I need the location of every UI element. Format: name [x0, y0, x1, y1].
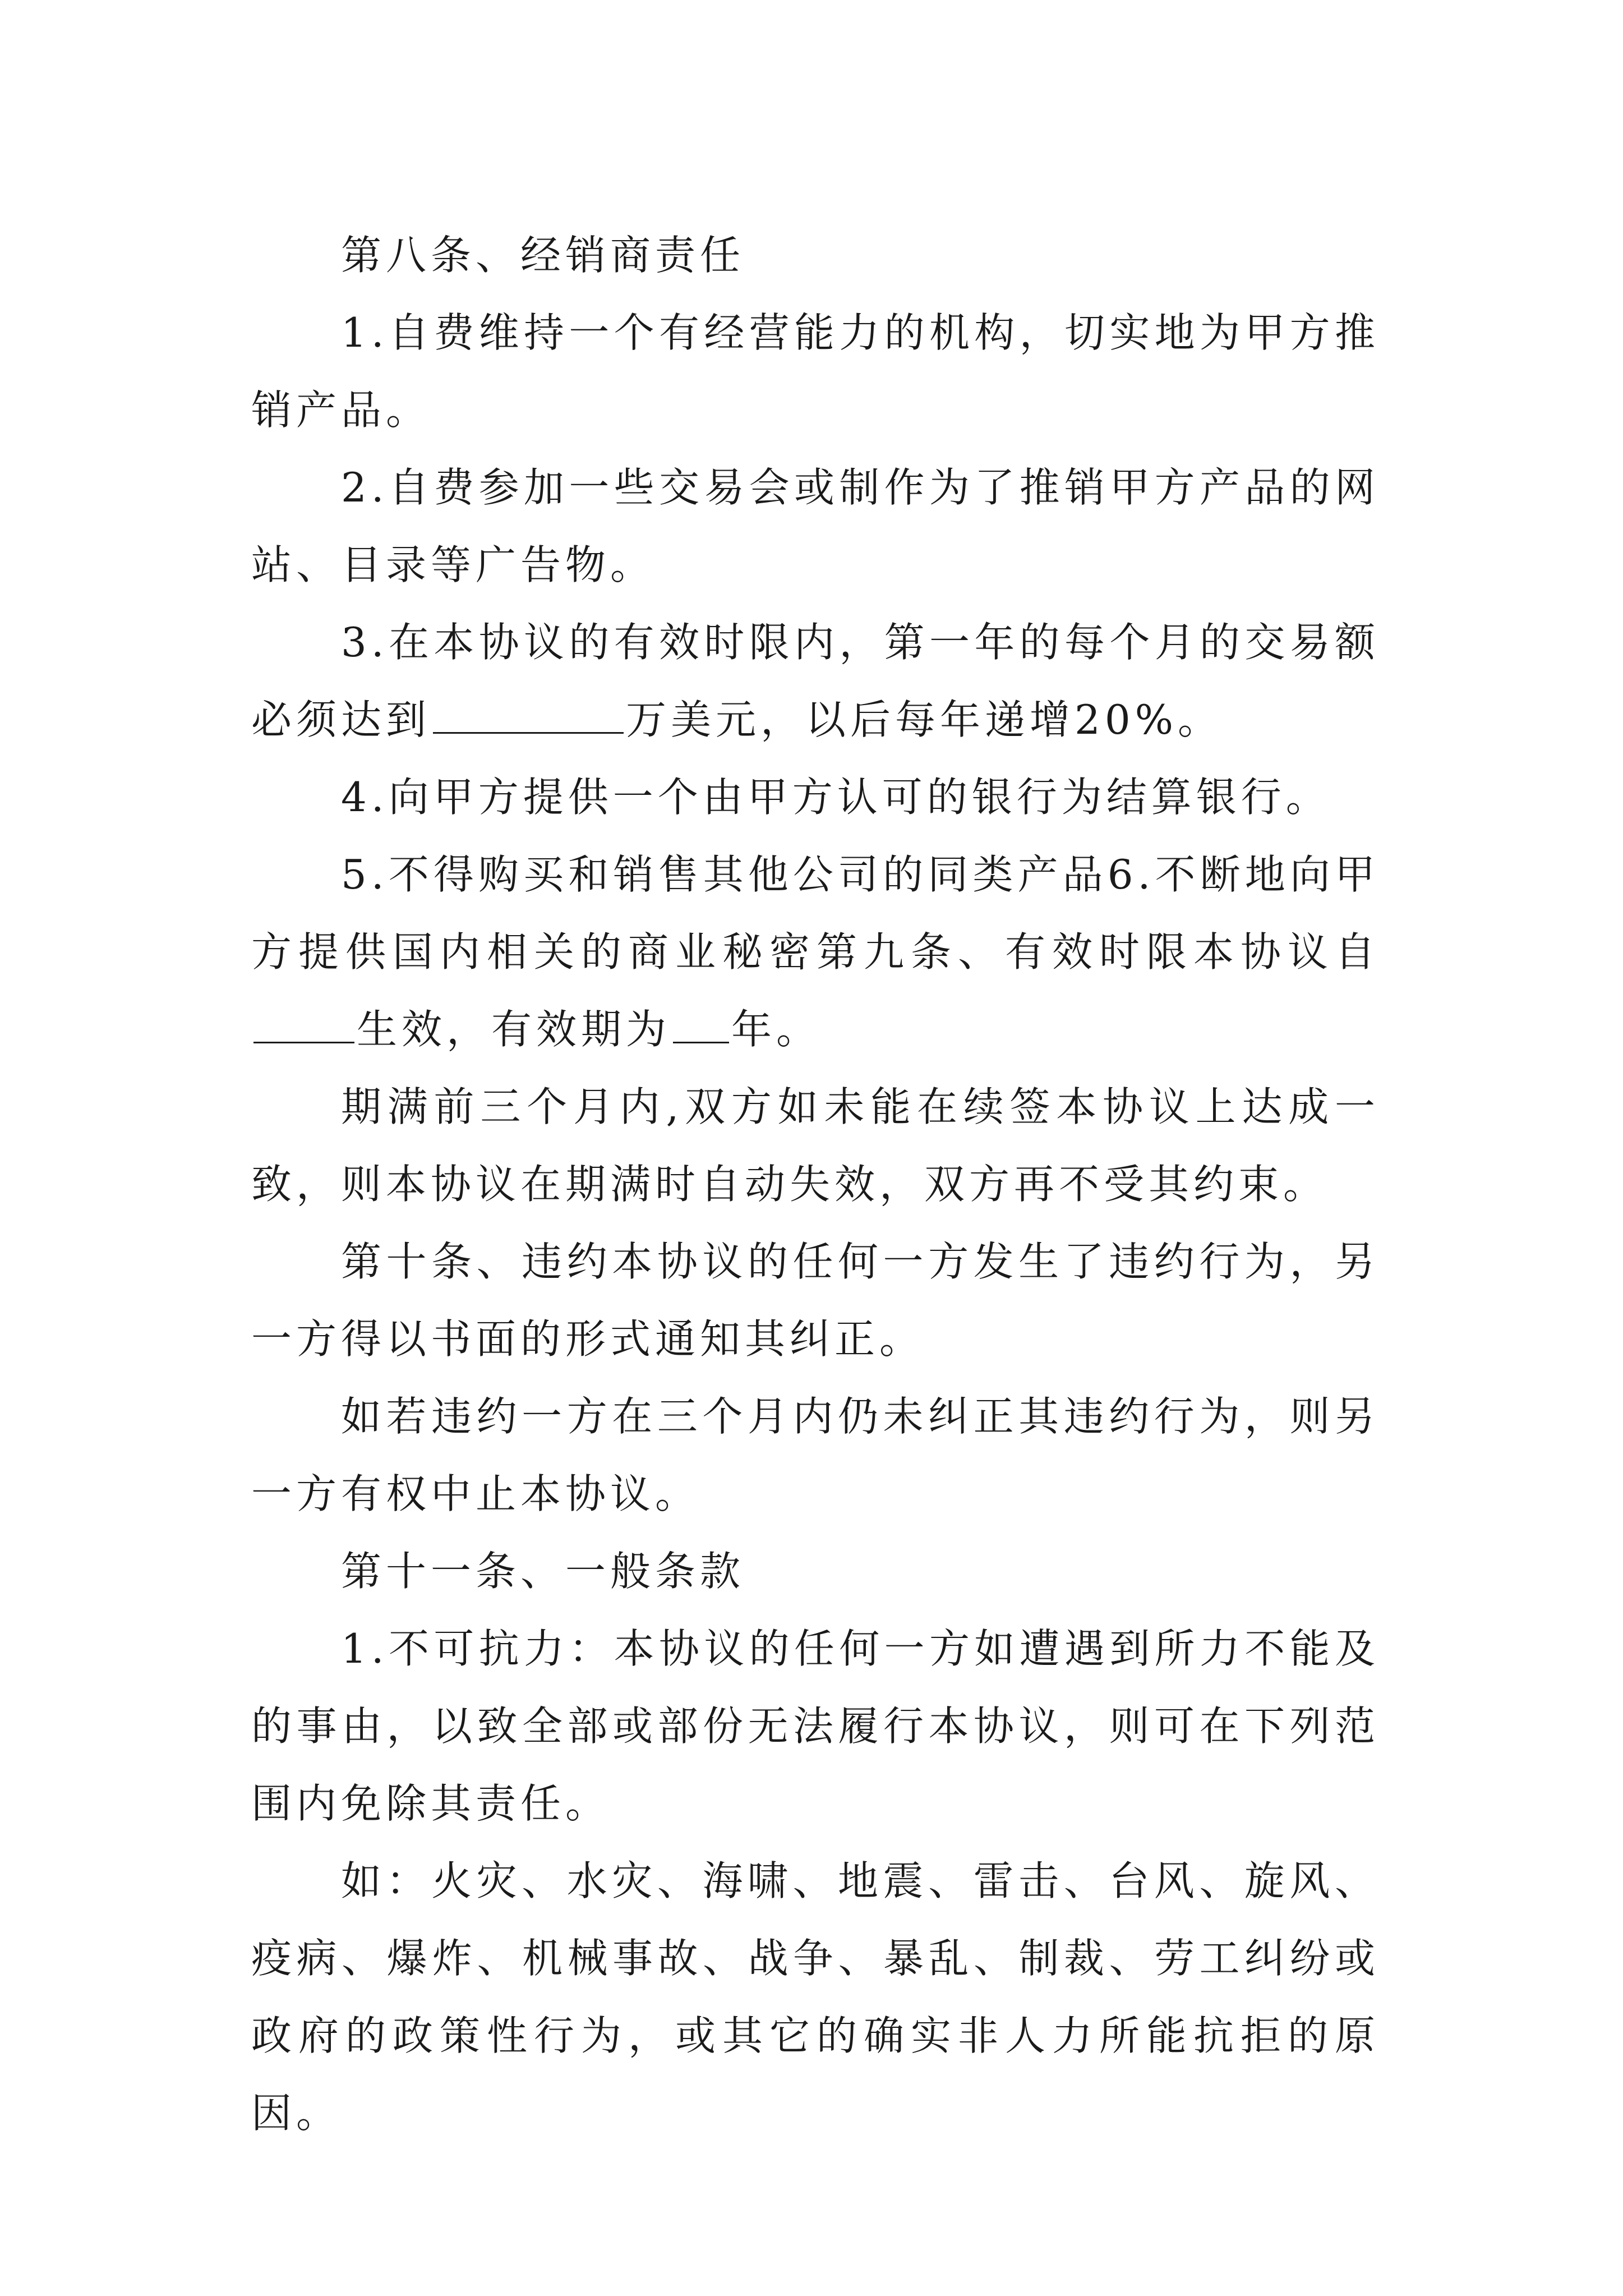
effective-date-blank: [253, 1007, 354, 1043]
article-8-item-4: 4.向甲方提供一个由甲方认可的银行为结算银行。: [341, 774, 1331, 821]
article-8-item-5-text-b: 生效，有效期为: [357, 1006, 671, 1053]
article-8-item-5: [251, 836, 1380, 1068]
article-8-item-5-text-c: 年。: [731, 1006, 822, 1053]
article-8-item-3: [251, 604, 1380, 758]
article-8-item-1: 1.自费维持一个有经营能力的机构，切实地为甲方推销产品。: [251, 309, 1380, 434]
article-9-renewal: 期满前三个月内,双方如未能在续签本协议上达成一致，则本协议在期满时自动失效，双方再不受其约束。: [251, 1083, 1380, 1208]
article-10-breach: 第十条、违约本协议的任何一方发生了违约行为，另一方得以书面的形式通知其纠正。: [251, 1238, 1380, 1363]
document-page: [251, 217, 1380, 2152]
article-8-item-5-text-a: 5.不得购买和销售其他公司的同类产品6.不断地向甲方提供国内相关的商业秘密第九条、有效时限本协议自: [251, 851, 1380, 976]
article-8-item-3-text-b: 万美元，以后每年递增20%。: [626, 696, 1223, 743]
article-11-examples: 如：火灾、水灾、海啸、地震、雷击、台风、旋风、疫病、爆炸、机械事故、战争、暴乱、制裁、劳工纠纷或政府的政策性行为，或其它的确实非人力所能抗拒的原因。: [251, 1857, 1380, 2137]
article-11-title: 第十一条、一般条款: [341, 1548, 745, 1595]
article-8-item-2: 2.自费参加一些交易会或制作为了推销甲方产品的网站、目录等广告物。: [251, 464, 1380, 588]
article-11-item-1: 1.不可抗力：本协议的任何一方如遭遇到所力不能及的事由，以致全部或部份无法履行本协议，则可在下列范围内免除其责任。: [251, 1625, 1380, 1827]
amount-blank: [433, 697, 624, 734]
article-8-item-3-text-a: 3.在本协议的有效时限内，第一年的每个月的交易额必须达到: [251, 619, 1380, 743]
article-10-termination: 如若违约一方在三个月内仍未纠正其违约行为，则另一方有权中止本协议。: [251, 1393, 1380, 1517]
article-8-title: 第八条、经销商责任: [341, 232, 745, 279]
validity-years-blank: [673, 1007, 729, 1043]
